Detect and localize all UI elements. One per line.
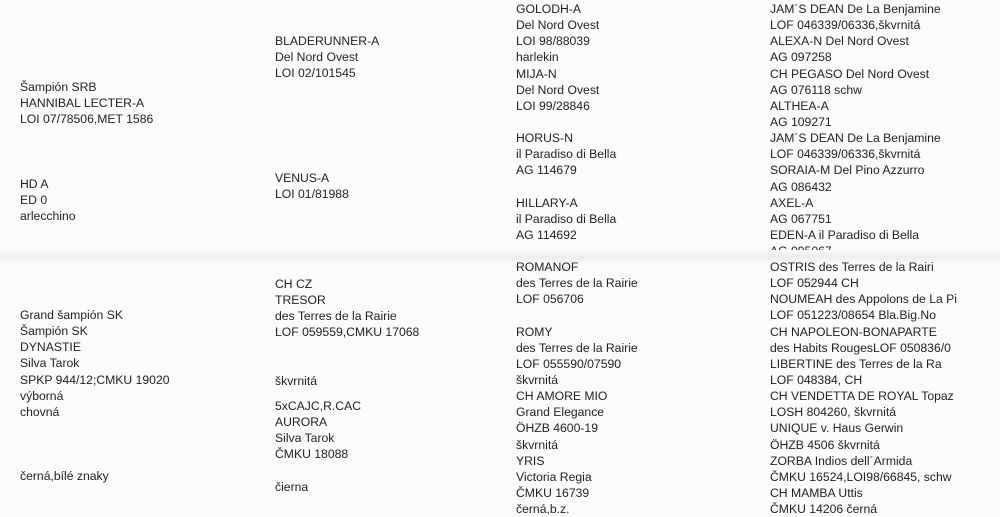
dog-info-1	[20, 79, 153, 224]
pedigree-line: HORUS-N	[516, 131, 573, 146]
pedigree-line: 5xCAJC,R.CAC	[275, 399, 362, 413]
pedigree-line: LOF 046339/06336,škvrnitá	[770, 18, 921, 33]
pedigree-line: LOF 052944 CH	[770, 276, 859, 291]
pedigree-line: ČMKU 16524,LOI98/66845, schw	[770, 469, 952, 484]
pedigree-line: VENUS-A	[275, 171, 330, 185]
pedigree-line	[516, 179, 616, 195]
pedigree-line: LOF 048384, CH	[770, 372, 863, 387]
pedigree-line: CH PEGASO Del Nord Ovest	[770, 66, 930, 81]
pedigree-line: Victoria Regia	[516, 469, 592, 484]
pedigree-line: CH CZ	[275, 277, 313, 291]
pedigree-line	[20, 436, 170, 452]
pedigree-line: Silva Tarok	[20, 356, 80, 371]
sire-info-2	[275, 276, 419, 389]
pedigree-line: HILLARY-A	[516, 195, 578, 210]
pedigree-line	[516, 114, 616, 130]
pedigree-line: arlecchino	[20, 209, 76, 224]
pedigree-line: JAM´S DEAN De La Benjamine	[770, 131, 941, 146]
pedigree-line	[516, 307, 638, 323]
pedigree-line: ČMKU 16739	[516, 485, 590, 500]
pedigree-line: ROMY	[516, 324, 553, 339]
pedigree-line: des Terres de la Rairie	[516, 276, 638, 291]
dog-info-2	[20, 307, 170, 485]
pedigree-line: Šampión SK	[20, 324, 88, 339]
pedigree-line: LIBERTINE des Terres de la Ra	[770, 356, 942, 371]
pedigree-line: CH MAMBA Uttis	[770, 485, 863, 500]
pedigree-line: Del Nord Ovest	[516, 18, 600, 33]
pedigree-line: černá,bílé znaky	[20, 469, 109, 484]
pedigree-line	[20, 144, 153, 160]
pedigree-line: AURORA	[275, 415, 328, 430]
pedigree-line: výborná	[20, 388, 64, 403]
pedigree-line: škvrnitá	[516, 437, 558, 452]
pedigree-line: AG 067751	[770, 211, 832, 226]
pedigree-line: ALEXA-N Del Nord Ovest	[770, 34, 909, 49]
pedigree-line: GOLODH-A	[516, 2, 582, 16]
pedigree-line: MIJA-N	[516, 66, 557, 81]
pedigree-line: il Paradiso di Bella	[516, 147, 617, 162]
pedigree-line: AG 076118 schw	[770, 82, 862, 97]
great-grandparents-2	[770, 259, 957, 517]
pedigree-line: AG 114679	[516, 163, 577, 178]
pedigree-line: Silva Tarok	[275, 431, 335, 446]
pedigree-line: harlekin	[516, 50, 559, 65]
pedigree-line: des Terres de la Rairie	[275, 309, 397, 324]
pedigree-line: ÖHZB 4506 škvrnitá	[770, 437, 880, 452]
pedigree-line: HD A	[20, 176, 49, 191]
pedigree-line: čierna	[275, 479, 309, 494]
pedigree-line: OSTRIS des Terres de la Rairi	[770, 260, 934, 274]
pedigree-line: UNIQUE v. Haus Gerwin	[770, 421, 904, 436]
pedigree-line	[275, 341, 419, 357]
pedigree-line: des Habits RougesLOF 050836/0	[770, 340, 951, 355]
pedigree-line: EDEN-A il Paradiso di Bella	[770, 227, 920, 242]
pedigree-line: LOI 98/88039	[516, 34, 590, 49]
grandparents-2	[516, 259, 638, 517]
pedigree-line: ZORBA Indios dell´Armida	[770, 453, 913, 468]
pedigree-line: LOI 01/81988	[275, 187, 349, 201]
pedigree-line: černá,b.z.	[516, 502, 570, 517]
pedigree-line: LOSH 804260, škvrnitá	[770, 405, 897, 420]
pedigree-line: AG 114692	[516, 227, 577, 242]
pedigree-line: AG 086432	[770, 179, 832, 194]
pedigree-line: LOI 07/78506,MET 1586	[20, 112, 154, 127]
pedigree-line: Šampión SRB	[20, 80, 97, 94]
pedigree-line: ED 0	[20, 192, 48, 207]
pedigree-line: Grand šampión SK	[20, 308, 123, 322]
pedigree-line: ČMKU 18088	[275, 447, 349, 462]
pedigree-line: Del Nord Ovest	[516, 82, 600, 97]
pedigree-line: HANNIBAL LECTER-A	[20, 96, 145, 111]
pedigree-line: YRIS	[516, 453, 545, 468]
pedigree-line: BLADERUNNER-A	[275, 34, 380, 48]
pedigree-line: LOF 059559,CMKU 17068	[275, 325, 420, 340]
pedigree-line: Del Nord Ovest	[275, 50, 359, 64]
pedigree-line: SORAIA-M Del Pino Azzurro	[770, 163, 925, 178]
pedigree-line	[20, 127, 153, 143]
pedigree-line: JAM´S DEAN De La Benjamine	[770, 2, 941, 16]
pedigree-line: DYNASTIE	[20, 340, 81, 355]
pedigree-line	[20, 420, 170, 436]
pedigree-line: LOF 046339/06336,škvrnitá	[770, 147, 921, 162]
pedigree-line: LOF 051223/08654 Bla.Big.No	[770, 308, 937, 323]
pedigree-line: AXEL-A	[770, 195, 814, 210]
pedigree-line	[20, 452, 170, 468]
pedigree-line	[275, 357, 419, 373]
great-grandparents-1	[770, 1, 941, 259]
pedigree-line: CH AMORE MIO	[516, 389, 608, 404]
pedigree-line: il Paradiso di Bella	[516, 211, 617, 226]
pedigree-line: LOF 056706	[516, 292, 584, 307]
pedigree-line: CH VENDETTA DE ROYAL Topaz	[770, 389, 954, 404]
pedigree-line: LOI 99/28846	[516, 98, 590, 113]
pedigree-line: škvrnitá	[275, 373, 317, 388]
pedigree-line: LOF 055590/07590	[516, 356, 622, 371]
pedigree-line: SPKP 944/12;CMKU 19020	[20, 372, 170, 387]
dam-info-1	[275, 170, 349, 202]
pedigree-line: chovná	[20, 404, 60, 419]
pedigree-line: ÖHZB 4600-19	[516, 421, 598, 436]
sire-info-1	[275, 33, 379, 81]
pedigree-line: škvrnitá	[516, 372, 558, 387]
pedigree-line: TRESOR	[275, 293, 326, 308]
pedigree-line: AG 097258	[770, 50, 832, 65]
dam-info-2	[275, 398, 361, 495]
pedigree-line	[20, 160, 153, 176]
pedigree-line: ALTHEA-A	[770, 98, 829, 113]
pedigree-line: ROMANOF	[516, 260, 579, 274]
pedigree-line: CH NAPOLEON-BONAPARTE	[770, 324, 937, 339]
grandparents-1	[516, 1, 616, 243]
pedigree-line: des Terres de la Rairie	[516, 340, 638, 355]
pedigree-line: ČMKU 14206 černá	[770, 502, 878, 517]
pedigree-line	[275, 463, 361, 479]
pedigree-line: AG 109271	[770, 114, 832, 129]
pedigree-line: LOI 02/101545	[275, 66, 356, 80]
pedigree-line: NOUMEAH des Appolons de La Pi	[770, 292, 957, 307]
pedigree-line: Grand Elegance	[516, 405, 605, 420]
